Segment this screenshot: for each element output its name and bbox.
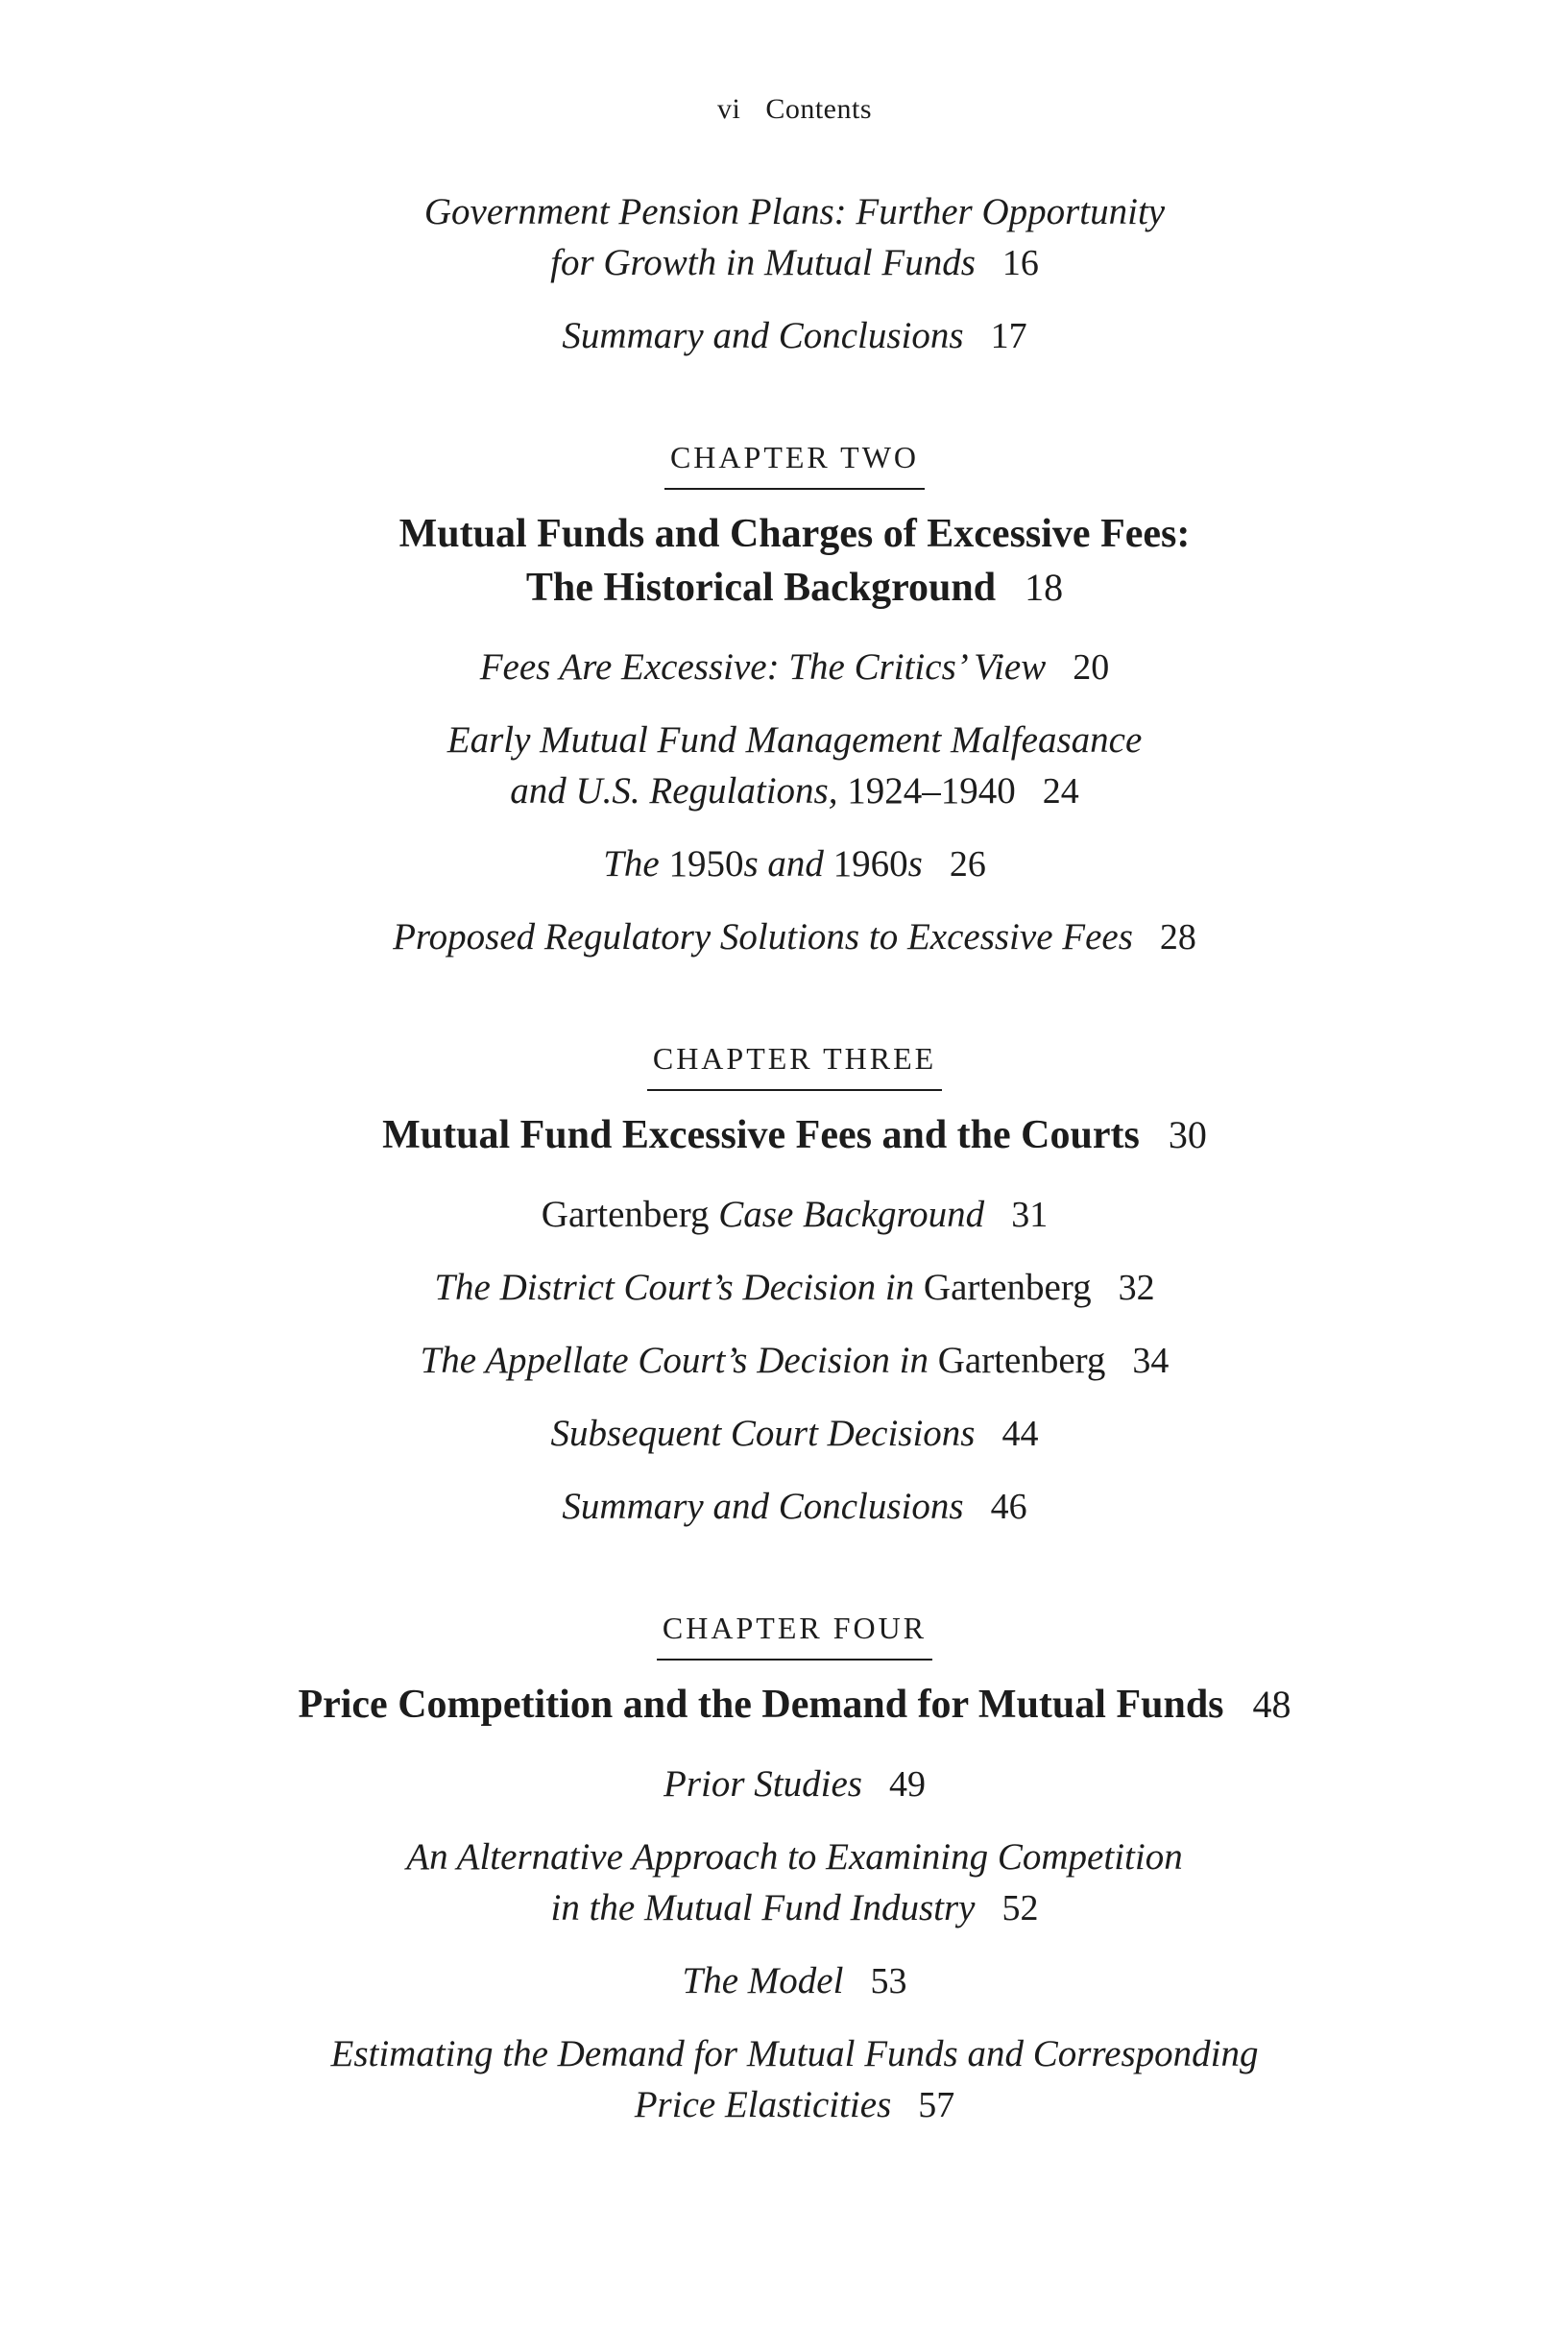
- entry-page-number: 46: [990, 1487, 1027, 1527]
- toc-entry-line: [21, 765, 1568, 817]
- toc-entry: [21, 186, 1568, 289]
- toc-entry-line: [21, 1882, 1568, 1934]
- toc-entry: [21, 1831, 1568, 1934]
- entry-text-roman: Gartenberg: [937, 1340, 1106, 1381]
- chapter-label: CHAPTER THREE: [647, 1040, 942, 1091]
- toc-entry-line: [21, 911, 1568, 963]
- chapter-title-line: [21, 507, 1568, 561]
- entry-text-italic: Proposed Regulatory Solutions to Excessive Fees: [393, 916, 1133, 958]
- chapter-label: CHAPTER FOUR: [657, 1610, 932, 1661]
- chapter-heading-row: [21, 1610, 1568, 1661]
- toc-entry: [21, 1955, 1568, 2007]
- entry-page-number: 31: [1011, 1195, 1049, 1235]
- chapter-title-text: Mutual Funds and Charges of Excessive Fees:: [398, 512, 1191, 556]
- toc-entry-line: [21, 1189, 1568, 1241]
- entry-text-italic: Prior Studies: [663, 1763, 862, 1805]
- entry-text-italic: Fees Are Excessive: The Critics’ View: [479, 646, 1047, 688]
- entry-text-roman: Gartenberg: [923, 1267, 1092, 1308]
- chapter-section: [21, 1040, 1568, 1533]
- entry-text-roman: 1950: [668, 843, 744, 885]
- entry-text-italic: s and: [743, 843, 833, 885]
- chapter-entries: [21, 1758, 1568, 2131]
- entry-page-number: 28: [1159, 917, 1196, 958]
- toc-entry-line: [21, 838, 1568, 890]
- entry-text-italic: Case Background: [709, 1194, 985, 1235]
- entry-text-italic: The Appellate Court’s Decision in: [420, 1340, 938, 1381]
- entry-text-italic: Price Elasticities: [634, 2084, 892, 2125]
- toc-entry-line: [21, 715, 1568, 765]
- chapter-title-line: [21, 1108, 1568, 1162]
- chapter-title-line: [21, 1678, 1568, 1732]
- running-head: [21, 92, 1568, 127]
- chapter-title-line: [21, 561, 1568, 615]
- chapter-label: CHAPTER TWO: [664, 439, 925, 490]
- chapter-page-number: 30: [1168, 1113, 1207, 1156]
- chapter-page-number: 48: [1252, 1683, 1291, 1726]
- frontmatter-entries: [21, 186, 1568, 362]
- toc-entry: [21, 1481, 1568, 1533]
- toc-entry-line: [21, 1335, 1568, 1387]
- entry-text-italic: Government Pension Plans: Further Opportunity: [423, 191, 1166, 232]
- entry-text-italic: s: [907, 843, 923, 885]
- chapter-title: [21, 1108, 1568, 1162]
- entry-page-number: 26: [949, 844, 986, 885]
- entry-text-italic: The: [603, 843, 669, 885]
- toc-entry: [21, 642, 1568, 693]
- entry-page-number: 17: [990, 316, 1027, 356]
- toc-entry: [21, 838, 1568, 890]
- toc-entry: [21, 1758, 1568, 1810]
- toc-entry-line: [21, 310, 1568, 362]
- chapter-entries: [21, 1189, 1568, 1533]
- chapter-title-text: The Historical Background: [525, 566, 997, 610]
- toc-entry-line: [21, 1831, 1568, 1882]
- entry-text-roman: 1924–1940: [847, 770, 1016, 812]
- chapter-heading-row: [21, 1040, 1568, 1091]
- toc-entry-line: [21, 1481, 1568, 1533]
- entry-text-italic: An Alternative Approach to Examining Competition: [406, 1836, 1183, 1878]
- entry-page-number: 44: [1001, 1414, 1039, 1454]
- chapter-page-number: 18: [1025, 566, 1064, 609]
- toc-entry: [21, 1408, 1568, 1460]
- entry-page-number: 24: [1042, 771, 1079, 812]
- entry-page-number: 32: [1118, 1268, 1155, 1308]
- chapter-title-text: Price Competition and the Demand for Mutual Funds: [298, 1683, 1224, 1727]
- toc-entry-line: [21, 1408, 1568, 1460]
- chapter-entries: [21, 642, 1568, 963]
- toc-entry: [21, 1189, 1568, 1241]
- toc-entry-line: [21, 1758, 1568, 1810]
- toc-entry: [21, 911, 1568, 963]
- toc-entry: [21, 310, 1568, 362]
- toc-entry-line: [21, 1955, 1568, 2007]
- entry-text-italic: The Model: [682, 1960, 844, 2001]
- toc-entry: [21, 1262, 1568, 1314]
- entry-page-number: 53: [870, 1961, 907, 2001]
- entry-page-number: 34: [1132, 1341, 1170, 1381]
- entry-text-roman: Gartenberg: [541, 1194, 710, 1235]
- toc-entry-line: [21, 1262, 1568, 1314]
- entry-text-italic: and U.S. Regulations,: [510, 770, 848, 812]
- entry-page-number: 49: [888, 1764, 926, 1805]
- chapter-section: [21, 439, 1568, 963]
- chapter-heading-row: [21, 439, 1568, 490]
- toc-entry-line: [21, 186, 1568, 237]
- entry-text-italic: for Growth in Mutual Funds: [550, 242, 976, 283]
- entry-text-italic: Summary and Conclusions: [562, 315, 964, 356]
- entry-text-italic: The District Court’s Decision in: [434, 1267, 924, 1308]
- chapter-title: [21, 507, 1568, 615]
- chapter-title-text: Mutual Fund Excessive Fees and the Courts: [382, 1113, 1140, 1157]
- toc-entry: [21, 2028, 1568, 2131]
- entry-text-italic: in the Mutual Fund Industry: [550, 1887, 976, 1928]
- entry-page-number: 16: [1001, 243, 1039, 283]
- running-head-title: Contents: [765, 93, 872, 125]
- toc-entry: [21, 715, 1568, 817]
- toc-entry: [21, 1335, 1568, 1387]
- chapter-title: [21, 1678, 1568, 1732]
- table-of-contents: [21, 186, 1568, 2131]
- entry-text-italic: Summary and Conclusions: [562, 1486, 964, 1527]
- entry-page-number: 52: [1001, 1888, 1039, 1928]
- entry-page-number: 20: [1073, 647, 1110, 688]
- entry-page-number: 57: [918, 2085, 955, 2125]
- toc-entry-line: [21, 2028, 1568, 2079]
- entry-text-italic: Subsequent Court Decisions: [550, 1413, 976, 1454]
- toc-entry-line: [21, 642, 1568, 693]
- page-number-folio: vi: [716, 93, 741, 125]
- toc-entry-line: [21, 237, 1568, 289]
- entry-text-italic: Estimating the Demand for Mutual Funds and Corresponding: [330, 2033, 1259, 2074]
- toc-entry-line: [21, 2079, 1568, 2131]
- entry-text-roman: 1960: [832, 843, 908, 885]
- entry-text-italic: Early Mutual Fund Management Malfeasance: [446, 719, 1143, 761]
- chapter-sections: [21, 439, 1568, 2131]
- chapter-section: [21, 1610, 1568, 2131]
